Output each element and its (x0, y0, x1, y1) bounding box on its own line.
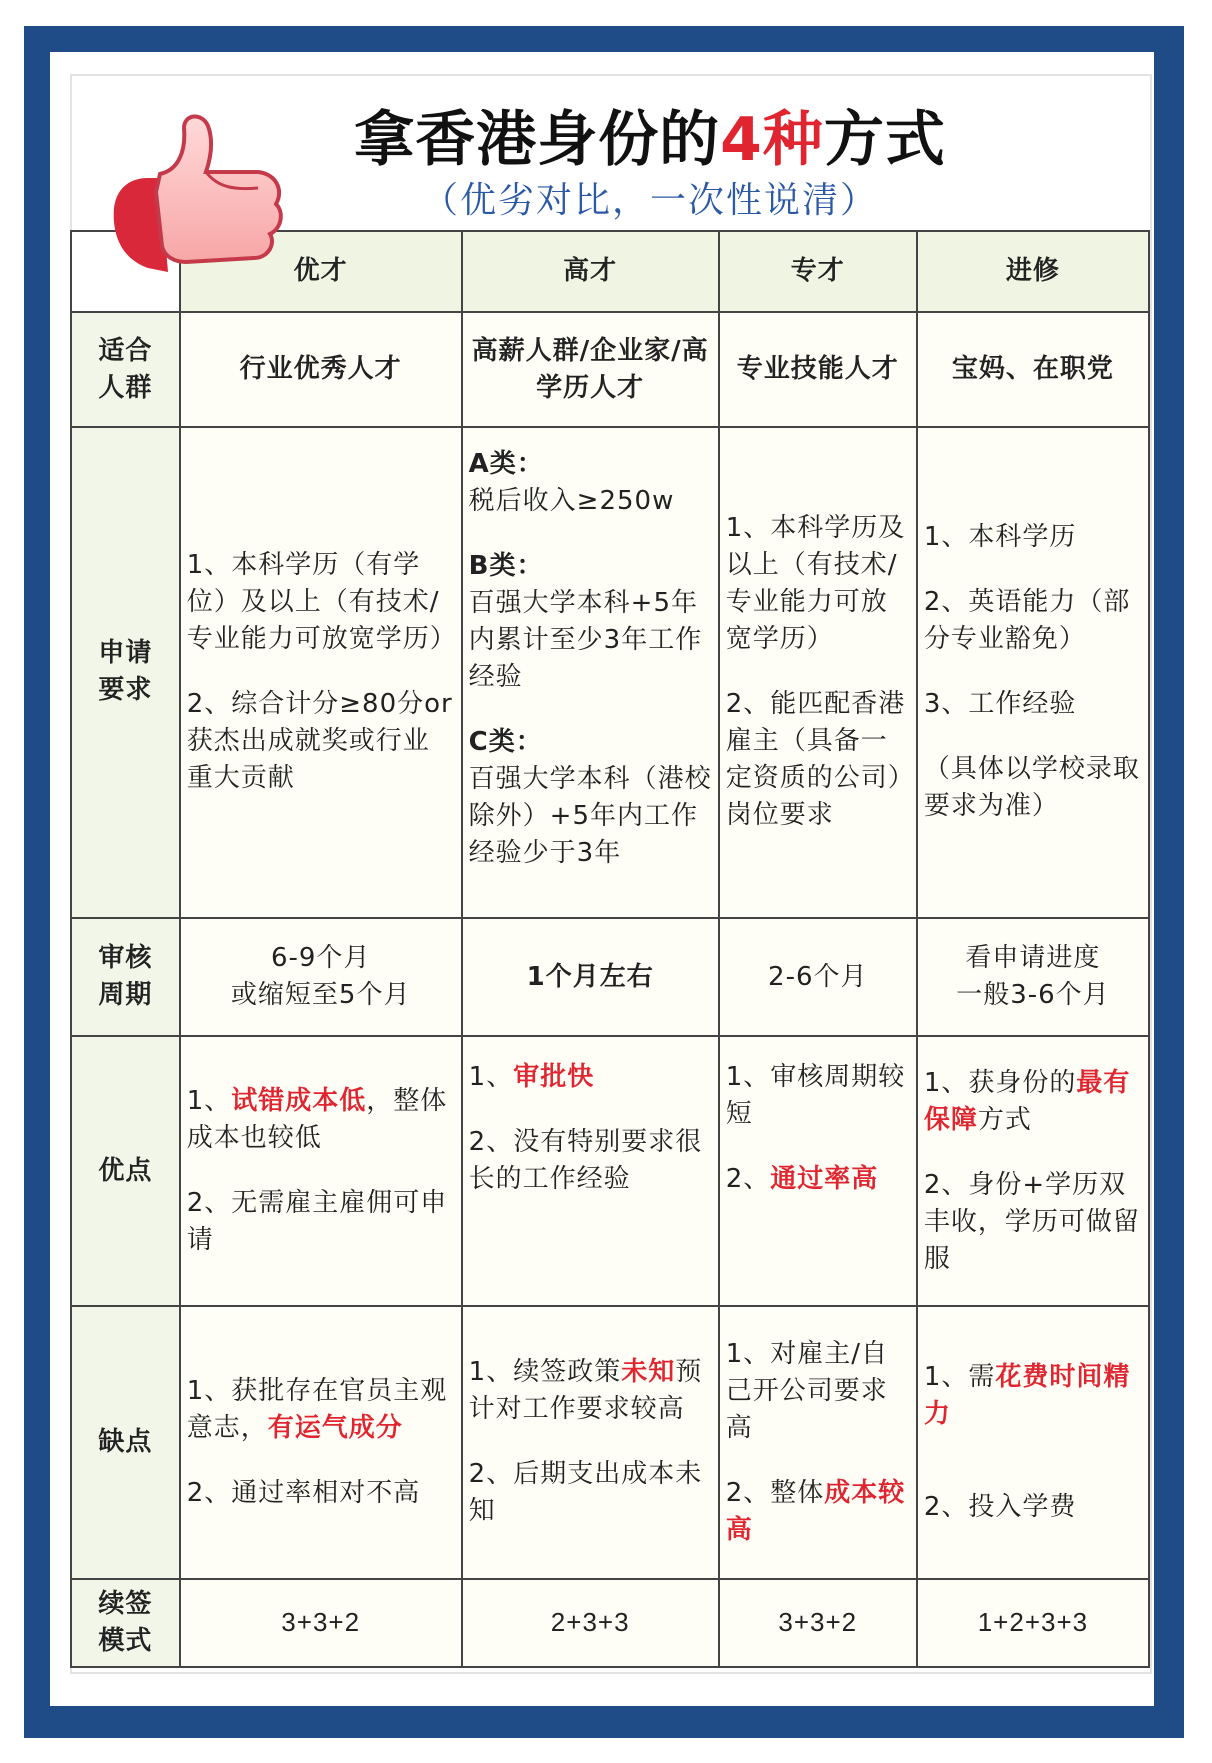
comparison-table (70, 230, 1150, 1668)
renewal-youcai: 3+3+2 (180, 1579, 462, 1667)
row-label-renewal: 续签 模式 (71, 1579, 180, 1667)
requirements-gaocai: A类： 税后收入≥250w B类： 百强大学本科+5年内累计至少3年工作经验 C类： 百强大学本科（港校除外）+5年内工作经验少于3年 (462, 427, 719, 918)
audience-jinxiu: 宝妈、在职党 (917, 312, 1149, 426)
row-review (71, 918, 1149, 1037)
review-gaocai: 1个月左右 (462, 918, 719, 1037)
audience-zhuancai: 专业技能人才 (719, 312, 917, 426)
row-label-cons: 缺点 (71, 1306, 180, 1579)
column-header-gaocai: 高才 (462, 231, 719, 312)
cons-zhuancai: 1、对雇主/自己开公司要求高 2、整体成本较高 (719, 1306, 917, 1579)
audience-gaocai: 高薪人群/企业家/高学历人才 (462, 312, 719, 426)
pros-gaocai: 1、审批快 2、没有特别要求很长的工作经验 (462, 1036, 719, 1306)
cons-gaocai: 1、续签政策未知预计对工作要求较高 2、后期支出成本未知 (462, 1306, 719, 1579)
row-audience (71, 312, 1149, 426)
row-label-pros: 优点 (71, 1036, 180, 1306)
renewal-jinxiu: 1+2+3+3 (917, 1579, 1149, 1667)
page-title: 拿香港身份的4种方式 (354, 105, 946, 175)
requirements-zhuancai: 1、本科学历及以上（有技术/专业能力可放宽学历） 2、能匹配香港雇主（具备一定资质的公司）岗位要求 (719, 427, 917, 918)
column-header-zhuancai: 专才 (719, 231, 917, 312)
cons-youcai: 1、获批存在官员主观意志，有运气成分 2、通过率相对不高 (180, 1306, 462, 1579)
pros-youcai: 1、试错成本低，整体成本也较低 2、无需雇主雇佣可申请 (180, 1036, 462, 1306)
title-highlight: 4种 (720, 105, 824, 175)
thumbs-up-icon (108, 108, 288, 276)
review-jinxiu: 看申请进度 一般3-6个月 (917, 918, 1149, 1037)
requirements-jinxiu: 1、本科学历 2、英语能力（部分专业豁免） 3、工作经验 （具体以学校录取要求为准） (917, 427, 1149, 918)
requirements-youcai: 1、本科学历（有学位）及以上（有技术/专业能力可放宽学历） 2、综合计分≥80分or获杰出成就奖或行业重大贡献 (180, 427, 462, 918)
row-cons (71, 1306, 1149, 1579)
column-header-jinxiu: 进修 (917, 231, 1149, 312)
row-label-requirements: 申请 要求 (71, 427, 180, 918)
audience-youcai: 行业优秀人才 (180, 312, 462, 426)
pros-zhuancai: 1、审核周期较短 2、通过率高 (719, 1036, 917, 1306)
row-requirements (71, 427, 1149, 918)
cons-jinxiu: 1、需花费时间精力 2、投入学费 (917, 1306, 1149, 1579)
row-label-audience: 适合 人群 (71, 312, 180, 426)
review-zhuancai: 2-6个月 (719, 918, 917, 1037)
renewal-gaocai: 2+3+3 (462, 1579, 719, 1667)
row-renewal (71, 1579, 1149, 1667)
row-pros (71, 1036, 1149, 1306)
column-header-youcai: 优才 (180, 231, 462, 312)
row-label-review: 审核 周期 (71, 918, 180, 1037)
pros-jinxiu: 1、获身份的最有保障方式 2、身份+学历双丰收，学历可做留服 (917, 1036, 1149, 1306)
renewal-zhuancai: 3+3+2 (719, 1579, 917, 1667)
page-subtitle: （优劣对比，一次性说清） (421, 180, 878, 221)
review-youcai: 6-9个月 或缩短至5个月 (180, 918, 462, 1037)
